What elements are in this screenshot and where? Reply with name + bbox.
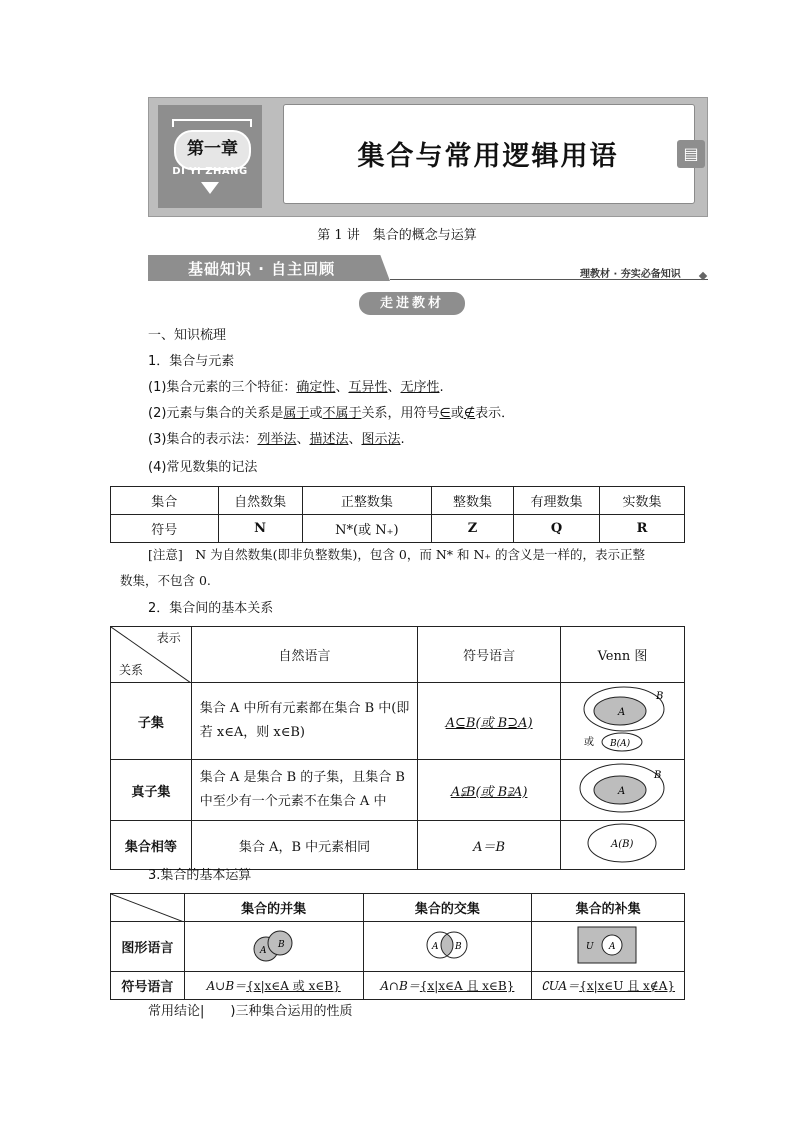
ops-corner-diagonal	[111, 894, 184, 922]
badge-decoration	[172, 119, 252, 127]
union-label-a: A	[259, 945, 267, 956]
paragraph-representation: (3)集合的表示法：列举法、描述法、图示法.	[148, 432, 405, 447]
symbol-subset	[418, 683, 561, 760]
table-cell: Z	[432, 515, 514, 543]
relations-table	[110, 626, 685, 870]
venn-equal	[560, 821, 684, 870]
relations-heading: 2．集合间的基本关系	[148, 601, 274, 616]
union-label-b: B	[277, 939, 285, 950]
natural-subset-line1: 集合 A 中所有元素都在集合 B 中(即	[199, 701, 410, 716]
inter-set: {x|x∈A 且 x∈B}	[419, 979, 515, 993]
row-name-equal: 集合相等	[111, 821, 192, 870]
table-cell: 符号	[111, 515, 219, 543]
table-cell: 整数集	[432, 487, 514, 515]
venn-subset	[560, 683, 684, 760]
comp-label-u: U	[586, 941, 594, 952]
header-venn: Venn 图	[560, 627, 684, 683]
venn-label-a: A	[618, 707, 626, 718]
section-title: 基础知识 · 自主回顾	[188, 260, 336, 278]
row-graph-label: 图形语言	[111, 922, 185, 972]
knowledge-heading: 一、知识梳理	[148, 328, 227, 343]
ops-corner-cell	[111, 894, 185, 922]
header-natural: 自然语言	[191, 627, 417, 683]
subheading-elements: 1．集合与元素	[148, 354, 235, 369]
inter-prefix: A∩B＝	[380, 979, 420, 993]
row-name-proper-subset: 真子集	[111, 760, 192, 821]
table-cell: 正整数集	[302, 487, 431, 515]
natural-subset	[191, 683, 417, 760]
paragraph-relation: (2)元素与集合的关系是属于或不属于关系，用符号∈或∉表示．	[148, 406, 515, 421]
table-cell: 集合	[111, 487, 219, 515]
header-union: 集合的并集	[184, 894, 363, 922]
paragraph-number-sets: (4)常见数集的记法	[148, 460, 258, 475]
table-cell: Q	[514, 515, 600, 543]
chapter-title: 集合与常用逻辑用语	[357, 141, 619, 172]
complement-venn-diagram	[576, 923, 640, 967]
chapter-badge-pinyin: DI YI ZHANG	[172, 166, 248, 177]
inter-label-a: A	[432, 941, 439, 952]
operations-table	[110, 893, 685, 1000]
natural-equal: 集合 A，B 中元素相同	[191, 821, 417, 870]
note-line-1: [注意] N 为自然数集(即非负整数集)，包含 0，而 N* 和 N₊ 的含义是一样的，表示正整	[148, 547, 645, 562]
comp-prefix: ∁UA＝	[541, 979, 580, 993]
natural-subset-line2: 若 x∈A，则 x∈B)	[199, 725, 305, 740]
natural-proper-line2: 中至少有一个元素不在集合 A 中	[199, 794, 387, 809]
corner-top-label: 表示	[156, 631, 181, 645]
header-intersection: 集合的交集	[363, 894, 532, 922]
venn-label-b: B	[654, 770, 662, 781]
lecture-title: 第 1 讲 集合的概念与运算	[317, 228, 477, 243]
venn-or-label: 或	[584, 737, 595, 748]
table-cell: N	[218, 515, 302, 543]
section-tag: 走进教材	[359, 292, 465, 315]
union-venn-diagram	[244, 923, 304, 967]
symbol-intersection	[363, 972, 532, 1000]
table-cell: 自然数集	[218, 487, 302, 515]
number-sets-table	[110, 486, 685, 543]
venn-label-ab: A(B)	[611, 839, 634, 850]
paragraph-features: (1)集合元素的三个特征：确定性、互异性、无序性.	[148, 380, 444, 395]
table-cell: 实数集	[599, 487, 684, 515]
row-name-subset: 子集	[111, 683, 192, 760]
badge-triangle-icon	[201, 182, 219, 194]
table-cell: R	[599, 515, 684, 543]
graph-complement	[532, 922, 685, 972]
union-set: {x|x∈A 或 x∈B}	[246, 979, 341, 993]
comp-set: {x|x∈U 且 x∉A}	[579, 979, 676, 993]
symbol-union	[184, 972, 363, 1000]
venn-equal-diagram	[562, 821, 682, 865]
comp-label-a: A	[609, 941, 616, 952]
venn-proper-diagram	[562, 760, 682, 816]
symbol-equal: A＝B	[418, 821, 561, 870]
graph-union	[184, 922, 363, 972]
intersection-venn-diagram	[417, 923, 477, 967]
venn-label-b: B	[656, 691, 664, 702]
venn-label-a: A	[618, 786, 626, 797]
table-cell: N*(或 N₊)	[302, 515, 431, 543]
union-prefix: A∪B＝	[206, 979, 247, 993]
book-search-icon: ▤	[677, 140, 705, 168]
corner-bottom-label: 关系	[119, 663, 144, 677]
inter-label-b: B	[455, 941, 462, 952]
chapter-badge-label: 第一章	[174, 130, 251, 170]
operations-heading: 3.集合的基本运算	[148, 868, 252, 883]
header-complement: 集合的补集	[532, 894, 685, 922]
symbol-proper-subset	[418, 760, 561, 821]
symbol-proper-text: A⫋B(或 B⫌A)	[450, 784, 528, 800]
venn-label-ba: B(A)	[610, 739, 631, 749]
symbol-complement	[532, 972, 685, 1000]
section-note: 理教材 · 夯实必备知识	[580, 269, 681, 280]
symbol-subset-text: A⊆B(或 B⊇A)	[445, 715, 533, 731]
venn-subset-diagram	[562, 683, 682, 755]
header-symbol: 符号语言	[418, 627, 561, 683]
corner-cell	[111, 627, 192, 683]
footer-line: 常用结论| )三种集合运用的性质	[148, 1004, 353, 1019]
note-line-2: 数集，不包含 0.	[120, 573, 211, 588]
natural-proper-line1: 集合 A 是集合 B 的子集，且集合 B	[199, 770, 405, 785]
natural-proper-subset	[191, 760, 417, 821]
row-symbol-label: 符号语言	[111, 972, 185, 1000]
venn-proper-subset	[560, 760, 684, 821]
table-cell: 有理数集	[514, 487, 600, 515]
graph-intersection	[363, 922, 532, 972]
